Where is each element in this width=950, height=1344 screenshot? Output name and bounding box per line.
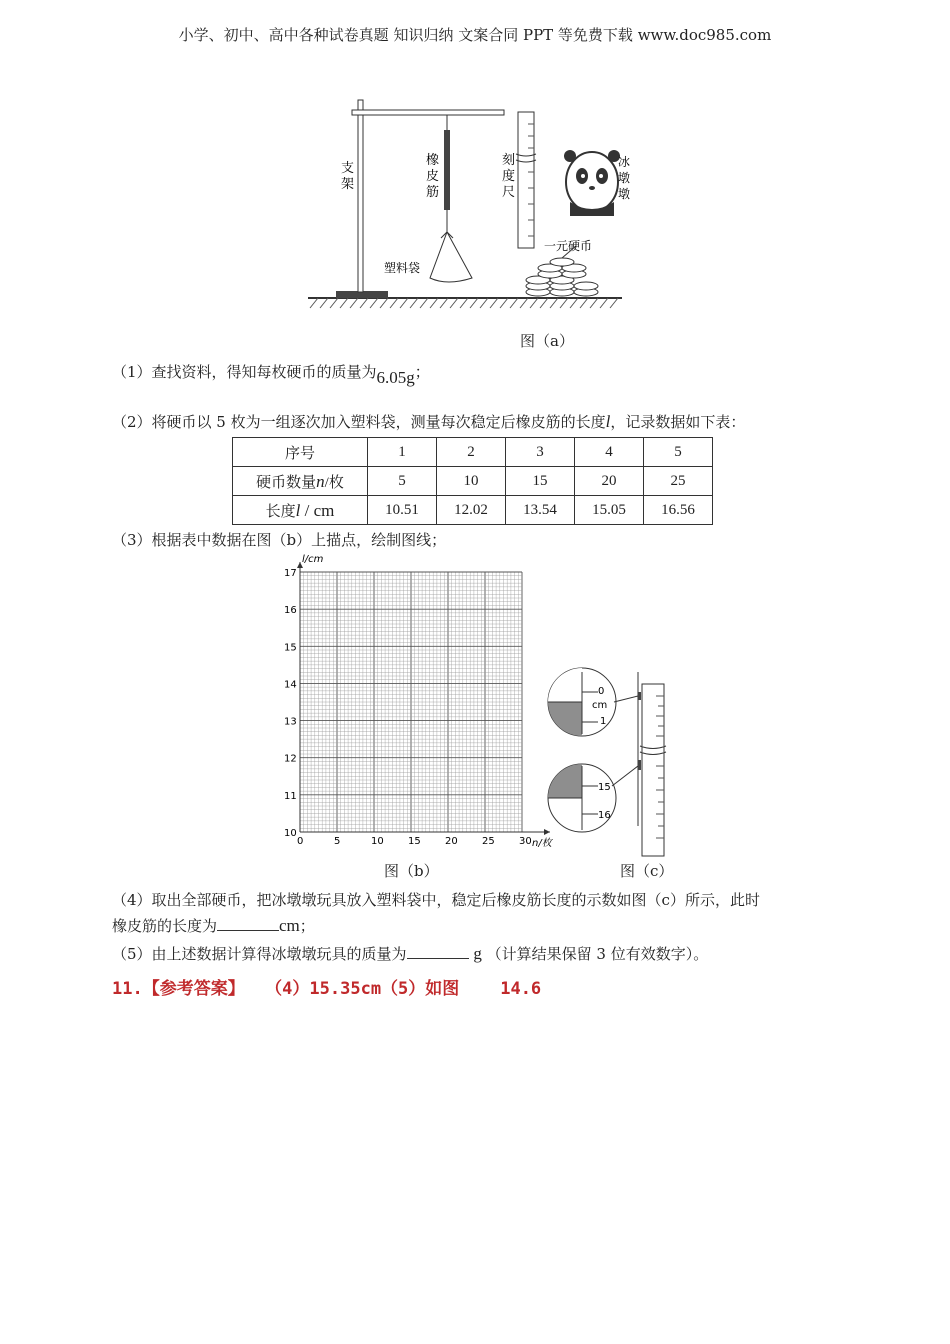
y-tick-label: 14 xyxy=(284,679,297,691)
y-tick-label: 11 xyxy=(284,790,297,802)
row-label-index: 序号 xyxy=(233,438,368,467)
figure-c-ruler xyxy=(544,666,674,862)
table-row xyxy=(233,467,713,496)
coin-var: n xyxy=(316,471,325,491)
table-cell: 10 xyxy=(437,467,506,496)
coin-unit: /枚 xyxy=(324,474,344,491)
fig-c-label-16: 16 xyxy=(598,810,611,821)
x-tick-label: 0 xyxy=(297,836,304,847)
x-tick-label: 30 xyxy=(519,836,532,847)
x-tick-label: 20 xyxy=(445,836,458,847)
table-cell: 12.02 xyxy=(437,496,506,525)
figure-c-caption: 图（c） xyxy=(620,862,674,880)
x-axis-label: n/枚 xyxy=(532,838,552,849)
q1-value: 6.05g xyxy=(376,368,415,387)
chart-grid xyxy=(300,572,522,832)
y-tick-label: 12 xyxy=(284,753,297,765)
q5-text: （5）由上述数据计算得冰墩墩玩具的质量为 xyxy=(112,945,407,963)
label-rubber-band: 橡皮筋 xyxy=(426,153,440,200)
label-coin: 一元硬币 xyxy=(544,239,593,253)
length-var: l xyxy=(295,500,301,520)
row-label-coins xyxy=(233,467,368,496)
q4-unit: cm xyxy=(279,916,300,935)
y-tick-label: 13 xyxy=(284,716,297,728)
table-row xyxy=(233,496,713,525)
q5-post: （计算结果保留 3 位有效数字）。 xyxy=(486,945,709,963)
fig-c-label-15: 15 xyxy=(598,782,611,793)
y-tick-label: 15 xyxy=(284,642,297,654)
fig-c-label-cm: cm xyxy=(592,700,608,711)
figure-a-caption: 图（a） xyxy=(520,332,574,350)
q2-end: ，记录数据如下表： xyxy=(610,413,746,431)
table-cell: 5 xyxy=(644,438,713,467)
table-cell: 5 xyxy=(368,467,437,496)
table-cell: 1 xyxy=(368,438,437,467)
table-row xyxy=(233,438,713,467)
question-4 xyxy=(112,888,852,938)
q4-end: ； xyxy=(299,917,315,935)
table-cell: 20 xyxy=(575,467,644,496)
q4-line-1: （4）取出全部硬币，把冰墩墩玩具放入塑料袋中，稳定后橡皮筋长度的示数如图（c）所示，此时 xyxy=(112,891,760,909)
q2-text: （2）将硬币以 5 枚为一组逐次加入塑料袋，测量每次稳定后橡皮筋的长度 xyxy=(112,413,606,431)
question-5 xyxy=(112,942,708,966)
page-header: 小学、初中、高中各种试卷真题 知识归纳 文案合同 PPT 等免费下载 www.doc985.com xyxy=(178,26,772,44)
fig-c-label-1: 1 xyxy=(600,716,607,727)
fig-c-label-0: 0 xyxy=(598,686,605,697)
x-tick-label: 25 xyxy=(482,836,495,847)
y-axis-label: l/cm xyxy=(302,554,324,565)
table-cell: 15 xyxy=(506,467,575,496)
length-label: 长度 xyxy=(265,503,296,520)
data-table xyxy=(232,437,713,525)
table-cell: 25 xyxy=(644,467,713,496)
q2-var: l xyxy=(605,412,611,431)
table-cell: 16.56 xyxy=(644,496,713,525)
table-cell: 3 xyxy=(506,438,575,467)
y-tick-label: 10 xyxy=(284,828,297,839)
figure-a-apparatus xyxy=(300,92,630,314)
table-cell: 10.51 xyxy=(368,496,437,525)
y-tick-label: 16 xyxy=(284,605,297,617)
q5-answer-blank[interactable] xyxy=(407,944,469,959)
q4-answer-blank[interactable] xyxy=(217,916,279,931)
q4-line-2-text: 橡皮筋的长度为 xyxy=(112,917,218,935)
label-bag: 塑料袋 xyxy=(384,261,421,275)
table-cell: 15.05 xyxy=(575,496,644,525)
label-stand: 支架 xyxy=(341,161,355,192)
q1-end: ； xyxy=(414,363,430,381)
x-tick-label: 15 xyxy=(408,836,421,847)
length-unit: / cm xyxy=(300,500,335,520)
figure-b-graph xyxy=(276,552,566,856)
reference-answer: 11.【参考答案】 （4）15.35cm（5）如图 14.6 xyxy=(112,979,542,999)
q5-unit: g xyxy=(473,944,482,963)
table-cell: 2 xyxy=(437,438,506,467)
question-1 xyxy=(112,360,430,387)
x-tick-label: 5 xyxy=(334,836,341,847)
chart-ticks xyxy=(284,562,550,847)
table-cell: 13.54 xyxy=(506,496,575,525)
q4-line-2 xyxy=(112,914,852,938)
coin-label: 硬币数量 xyxy=(256,474,317,491)
q1-text: （1）查找资料，得知每枚硬币的质量为 xyxy=(112,363,377,381)
table-cell: 4 xyxy=(575,438,644,467)
label-ruler: 刻度尺 xyxy=(502,153,516,200)
question-3: （3）根据表中数据在图（b）上描点，绘制图线； xyxy=(112,531,447,549)
y-tick-label: 17 xyxy=(284,568,297,579)
question-2 xyxy=(112,410,745,434)
x-tick-label: 10 xyxy=(371,836,384,847)
figure-b-caption: 图（b） xyxy=(384,862,439,880)
row-label-length xyxy=(233,496,368,525)
label-mascot: 冰墩墩 xyxy=(618,155,630,201)
